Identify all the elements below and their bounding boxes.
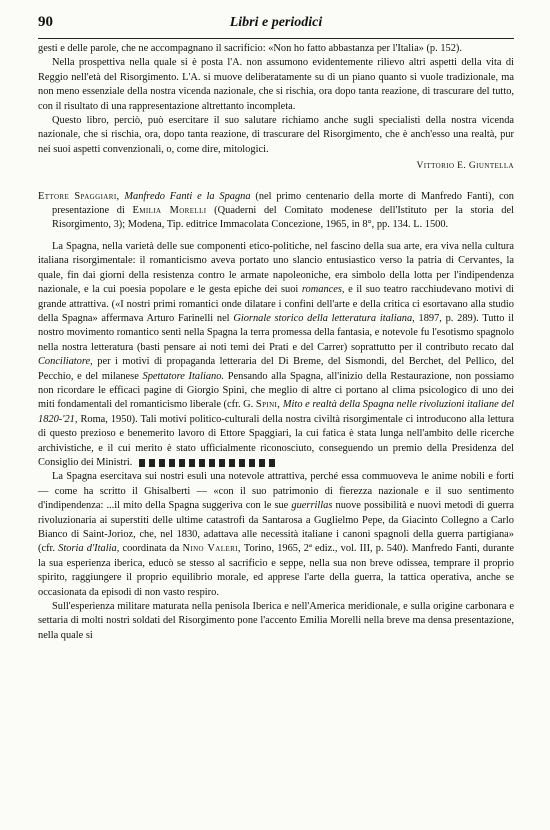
- text-run: Torino, 1965, 2ª ediz., vol. III, p. 540). Manfredo Fanti, durante la sua esperienza iberica, educò se stesso al sacrificio e seppe, nella sua non breve odissea, temprare il proprio spirito, raggiungere il proprio equilibrio morale, ed apprese l'arte della guerra, la tattica operativa, anche se occasionata da episodi di non vasto respiro.: [38, 543, 514, 598]
- review-1-paragraph-3: Questo libro, perciò, può esercitare il suo salutare richiamo anche sugli specialisti della nostra vicenda nazionale, che si rischia, ora, dopo tanta reazione, di trascurare del Risorgimento, che è anch'esso una realtà, pur nei suoi aspetti convenzionali, o, come dire, mitologici.: [38, 115, 514, 155]
- text-run: nuove possibilità e nuovi metodi di guerra rivoluzionaria ai superstiti delle ultime catastrofi da Santarosa a Guglielmo Pepe, da Giacinto Collegno a Carlo Bianco di Saint-Jorioz, che, nel 1830, adattava alle necessità italiane i canoni spagnoli della guerra partigiana» (cfr.: [38, 500, 514, 555]
- ref-details-a: (nel primo centenario della morte di Manfredo Fanti), con presentazione di: [52, 190, 514, 217]
- review-1-paragraph-1: gesti e delle parole, che ne accompagnano il sacrificio: «Non ho fatto abbastanza per l'Italia» (p. 152).: [38, 43, 462, 54]
- text-run: coordinata da: [122, 543, 180, 555]
- page-header: [38, 14, 514, 36]
- bibliographic-reference: [38, 190, 514, 233]
- italic-run: Conciliatore,: [38, 356, 93, 368]
- italic-run: guerrillas: [291, 500, 333, 512]
- book-page: [38, 14, 514, 643]
- smallcaps-run: Nino Valeri,: [182, 543, 241, 555]
- ref-title: Manfredo Fanti e la Spagna: [124, 190, 251, 202]
- text-run: La Spagna esercitava sui nostri esuli una notevole attrattiva, perché essa commuoveva le anime nobili e forti — come ha scritto il Ghisalberti — «con il suo patrimonio di fierezza nazionale e il suo sentimento d'indipendenza: ...il mito della Spagna suggeriva con le sue: [38, 471, 514, 512]
- ref-details-b: (Quaderni del Comitato modenese dell'Istituto per la storia del Risorgimento, 3); Modena, Tip. editrice Immacolata Concezione, 1965, in 8°, pp. 134. L. 1500.: [52, 205, 514, 231]
- review-1: [38, 42, 514, 174]
- review-2: [38, 190, 514, 644]
- italic-run: Giornale storico della letteratura italiana,: [233, 312, 415, 324]
- text-run: La Spagna, nella varietà delle sue componenti etico-politiche, nel fascino della sua arte, era viva nella cultura italiana risorgimentale: il romanticismo aveva portato uno slancio entusiastico verso la patria di Cervantes, la quale, fin dai giorni della resistenza contro le armate napoleoniche, era simbolo della lotta per l'indipendenza nazionale, e la cui poesia popolare e le gesta epiche dei suoi: [38, 240, 514, 296]
- text-run: per i motivi di propaganda letteraria del Di Breme, del Sismondi, del Berchet, del Pellico, del Pecchio, e del milanese: [38, 356, 514, 382]
- italic-run: Spettatore Italiano.: [142, 370, 225, 382]
- review-1-paragraph-2: Nella prospettiva nella quale si è posta l'A. non assumono evidentemente rilievo altri aspetti della vita di Reggio nell'età del Risorgimento. L'A. si muove deliberatamente su di un piano quanto si vuole tradizionale, ma non meno essenziale della nostra vicenda nazionale, che si rischia, ora dopo tanta reazione, di trascurare del tutto, con il risultato di una rappresentazione altrettanto incompleta.: [38, 57, 514, 112]
- header-rule: [38, 38, 514, 39]
- review-1-signature: Vittorio E. Giuntella: [416, 161, 514, 172]
- italic-run: romances,: [301, 284, 345, 296]
- ref-author: Ettore Spaggiari,: [38, 190, 120, 202]
- ref-presenter: Emilia Morelli: [132, 205, 207, 217]
- text-run: Pensando alla Spagna, all'inizio della Restaurazione, non possiamo non ricordare le efficaci pagine di Giorgio Spini, che meglio di altre ci portano al clima psicologico di uno dei miti fondamentali del romanticismo liberale (cfr. G.: [38, 370, 514, 411]
- italic-run: Storia d'Italia,: [58, 543, 120, 555]
- text-run: 1897, p. 289). Tutto il nostro movimento romantico sentì nella Spagna la terra promessa della fantasia, e notevole fu l'esotismo spagnolo nella nostra letteratura (basti pensare ai noti temi dei Prati e del Carrer) soprattutto per il contributo recato dal: [38, 312, 514, 353]
- print-smudge: [139, 459, 279, 467]
- review-2-paragraph-1: [38, 240, 514, 471]
- page-number: 90: [38, 14, 53, 30]
- text-run: e il suo teatro racchiudevano motivi di grande attrattiva. («I nostri primi romantici onde dilatare i confini dell'arte e della critica ci esortavano alla studio della Spagna» affermava Arturo Farinelli nel: [38, 284, 514, 324]
- text-run: Roma, 1950). Tali motivi politico-culturali della nostra civiltà risorgimentale ci introducono alla lettura di questo prezioso e benemerito lavoro di Ettore Spaggiari, la cui fatica è stata lunga nell'ambito delle ricerche archivistiche, e il cui merito è stato ufficialmente riconosciuto, conseguendo un premio della Presidenza del Consiglio dei Ministri.: [38, 413, 514, 468]
- review-2-paragraph-3: Sull'esperienza militare maturata nella penisola Iberica e nell'America meridionale, e sulla origine carbonara e settaria di molti nostri soldati del Risorgimento pone l'accento Emilia Morelli nella breve ma densa presentazione, nella quale si: [38, 601, 514, 641]
- running-title: Libri e periodici: [229, 15, 323, 30]
- italic-run: Mito e realtà della Spagna nelle rivoluzioni italiane del 1820-'21,: [38, 399, 514, 425]
- review-2-paragraph-2: [38, 470, 514, 600]
- smallcaps-run: Spini,: [255, 399, 281, 411]
